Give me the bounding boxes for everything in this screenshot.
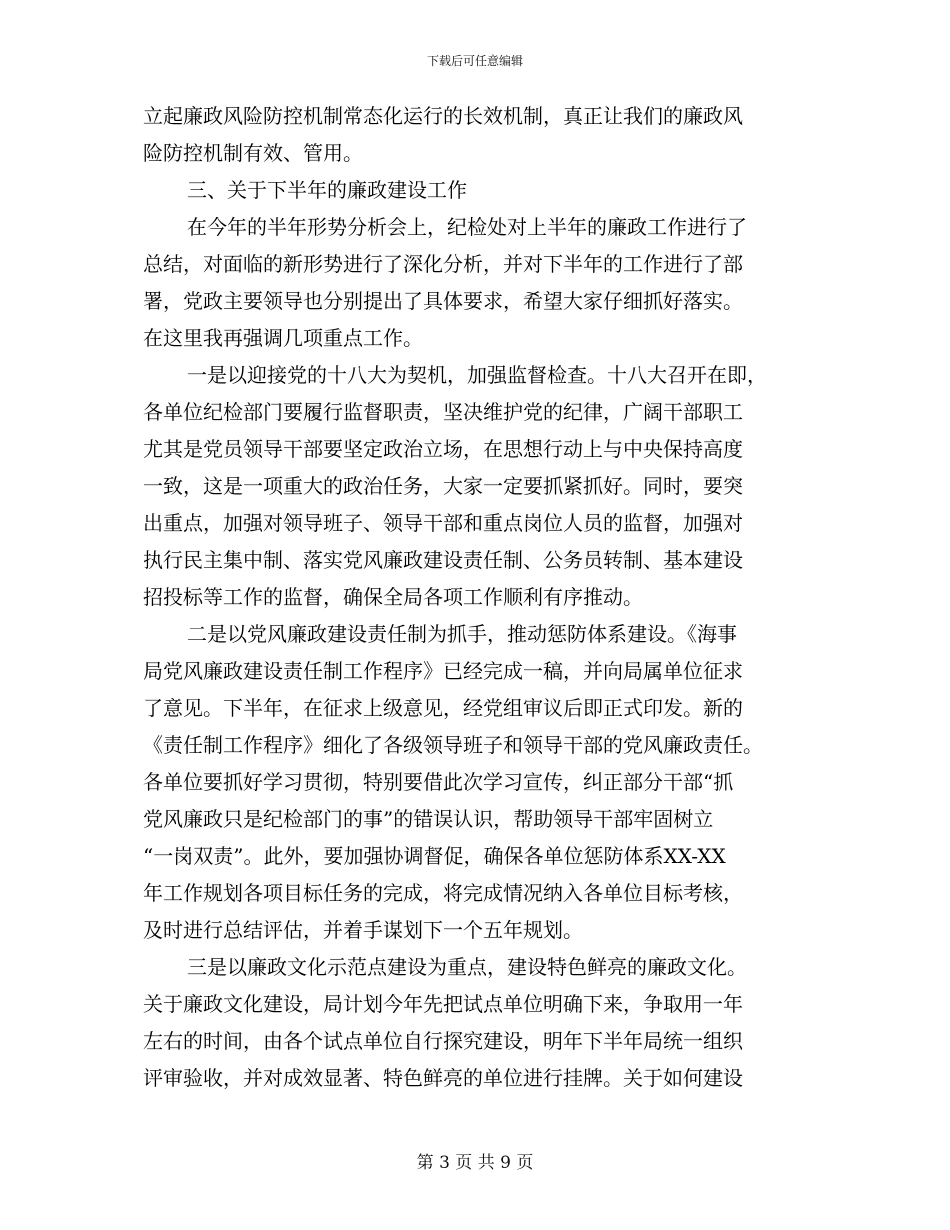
text-line: 执行民主集中制、落实党风廉政建设责任制、公务员转制、基本建设 [143, 548, 743, 572]
page-header: 下载后可任意编辑 [426, 54, 523, 68]
text-line: 关于廉政文化建设，局计划今年先把试点单位明确下来，争取用一年 [143, 992, 743, 1016]
page-footer [0, 1152, 950, 1174]
page-number: 3 [439, 1153, 450, 1173]
document-body [143, 98, 808, 1097]
text-line: 三是以廉政文化示范点建设为重点，建设特色鲜亮的廉政文化。 [187, 955, 747, 979]
text-line: 总结，对面临的新形势进行了深化分析，并对下半年的工作进行了部 [143, 252, 743, 276]
text-line: 一是以迎接党的十八大为契机，加强监督检查。十八大召开在即， [187, 363, 767, 387]
text-line: 各单位纪检部门要履行监督职责，坚决维护党的纪律，广阔干部职工 [143, 400, 743, 424]
text-line: 立起廉政风险防控机制常态化运行的长效机制，真正让我们的廉政风 [143, 104, 743, 128]
text-line: 一致，这是一项重大的政治任务，大家一定要抓紧抓好。同时，要突 [143, 474, 743, 498]
text-line: 在今年的半年形势分析会上，纪检处对上半年的廉政工作进行了 [187, 215, 747, 239]
footer-middle: 页 共 [455, 1153, 495, 1173]
text-line: 尤其是党员领导干部要坚定政治立场，在思想行动上与中央保持高度 [143, 437, 743, 461]
text-line: 《责任制工作程序》细化了各级领导班子和领导干部的党风廉政责任。 [143, 733, 763, 757]
text-line: 招投标等工作的监督，确保全局各项工作顺利有序推动。 [143, 585, 643, 609]
footer-suffix: 页 [516, 1153, 534, 1173]
text-line: 年工作规划各项目标任务的完成，将完成情况纳入各单位目标考核， [143, 881, 743, 905]
page-total: 9 [500, 1153, 511, 1173]
text-line: 二是以党风廉政建设责任制为抓手，推动惩防体系建设。《海事 [187, 622, 737, 646]
text-line: 险防控机制有效、管用。 [143, 141, 363, 165]
text-line: 在这里我再强调几项重点工作。 [143, 326, 423, 350]
text-line: 左右的时间，由各个试点单位自行探究建设，明年下半年局统一组织 [143, 1029, 743, 1053]
text-line: 署，党政主要领导也分别提出了具体要求，希望大家仔细抓好落实。 [143, 289, 743, 313]
text-line: 出重点，加强对领导班子、领导干部和重点岗位人员的监督，加强对 [143, 511, 743, 535]
text-line: 局党风廉政建设责任制工作程序》已经完成一稿，并向局属单位征求 [143, 659, 743, 683]
text-line: 评审验收，并对成效显著、特色鲜亮的单位进行挂牌。关于如何建设 [143, 1066, 743, 1090]
section-heading: 三、关于下半年的廉政建设工作 [187, 178, 467, 202]
text-line: 及时进行总结评估，并着手谋划下一个五年规划。 [143, 918, 583, 942]
text-line: 各单位要抓好学习贯彻，特别要借此次学习宣传，纠正部分干部“抓 [143, 770, 734, 794]
text-line: “一岗双责”。此外，要加强协调督促，确保各单位惩防体系XX-XX [143, 844, 726, 868]
footer-prefix: 第 [416, 1153, 434, 1173]
text-line: 党风廉政只是纪检部门的事”的错误认识，帮助领导干部牢固树立 [143, 807, 714, 831]
text-line: 了意见。下半年，在征求上级意见，经党组审议后即正式印发。新的 [143, 696, 743, 720]
